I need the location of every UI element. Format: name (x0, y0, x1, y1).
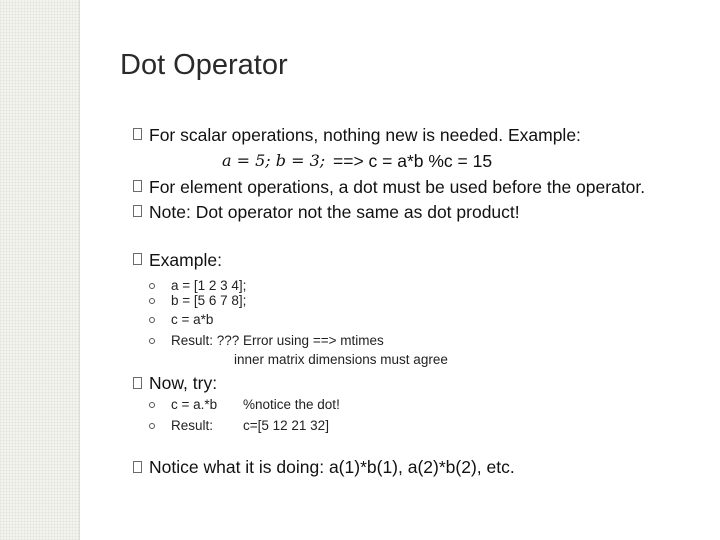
bullet-box-icon (133, 205, 142, 217)
left-decorative-band (0, 0, 79, 540)
try-note: c=[5 12 21 32] (243, 418, 329, 433)
bullet-text-now-try: Now, try: (149, 373, 218, 393)
bullet-box-icon (133, 128, 142, 140)
example-line: c = a*b (171, 312, 214, 327)
sub-bullet-circle-icon (149, 423, 155, 429)
bullet-text-notice: Notice what it is doing: a(1)*b(1), a(2)*b(2), etc. (149, 457, 515, 477)
example-result: ==> c = a*b %c = 15 (333, 151, 493, 171)
sub-bullet-circle-icon (149, 317, 155, 323)
slide-title: Dot Operator (120, 49, 288, 81)
sub-bullet-circle-icon (149, 298, 155, 304)
example-line: a = [1 2 3 4]; (171, 278, 247, 293)
example-line: b = [5 6 7 8]; (171, 293, 247, 308)
bullet-text-example: Example: (149, 250, 222, 270)
sub-bullet-circle-icon (149, 338, 155, 344)
try-note: %notice the dot! (243, 397, 340, 412)
sub-bullet-circle-icon (149, 283, 155, 289)
try-code: Result: (171, 418, 214, 433)
left-band-divider (79, 0, 80, 540)
bullet-box-icon (133, 180, 142, 192)
bullet-box-icon (133, 253, 142, 265)
bullet-text-element-ops: For element operations, a dot must be used before the operator. (149, 177, 646, 197)
bullet-box-icon (133, 461, 142, 473)
bullet-text-scalar: For scalar operations, nothing new is needed. Example: (149, 125, 581, 145)
bullet-box-icon (133, 377, 142, 389)
sub-bullet-circle-icon (149, 402, 155, 408)
example-line: Result: ??? Error using ==> mtimes (171, 333, 384, 348)
try-code: c = a.*b (171, 397, 218, 412)
example-vars: a = 5; b = 3; (222, 151, 326, 170)
bullet-text-note: Note: Dot operator not the same as dot product! (149, 202, 520, 222)
example-line-continuation: inner matrix dimensions must agree (234, 352, 448, 367)
